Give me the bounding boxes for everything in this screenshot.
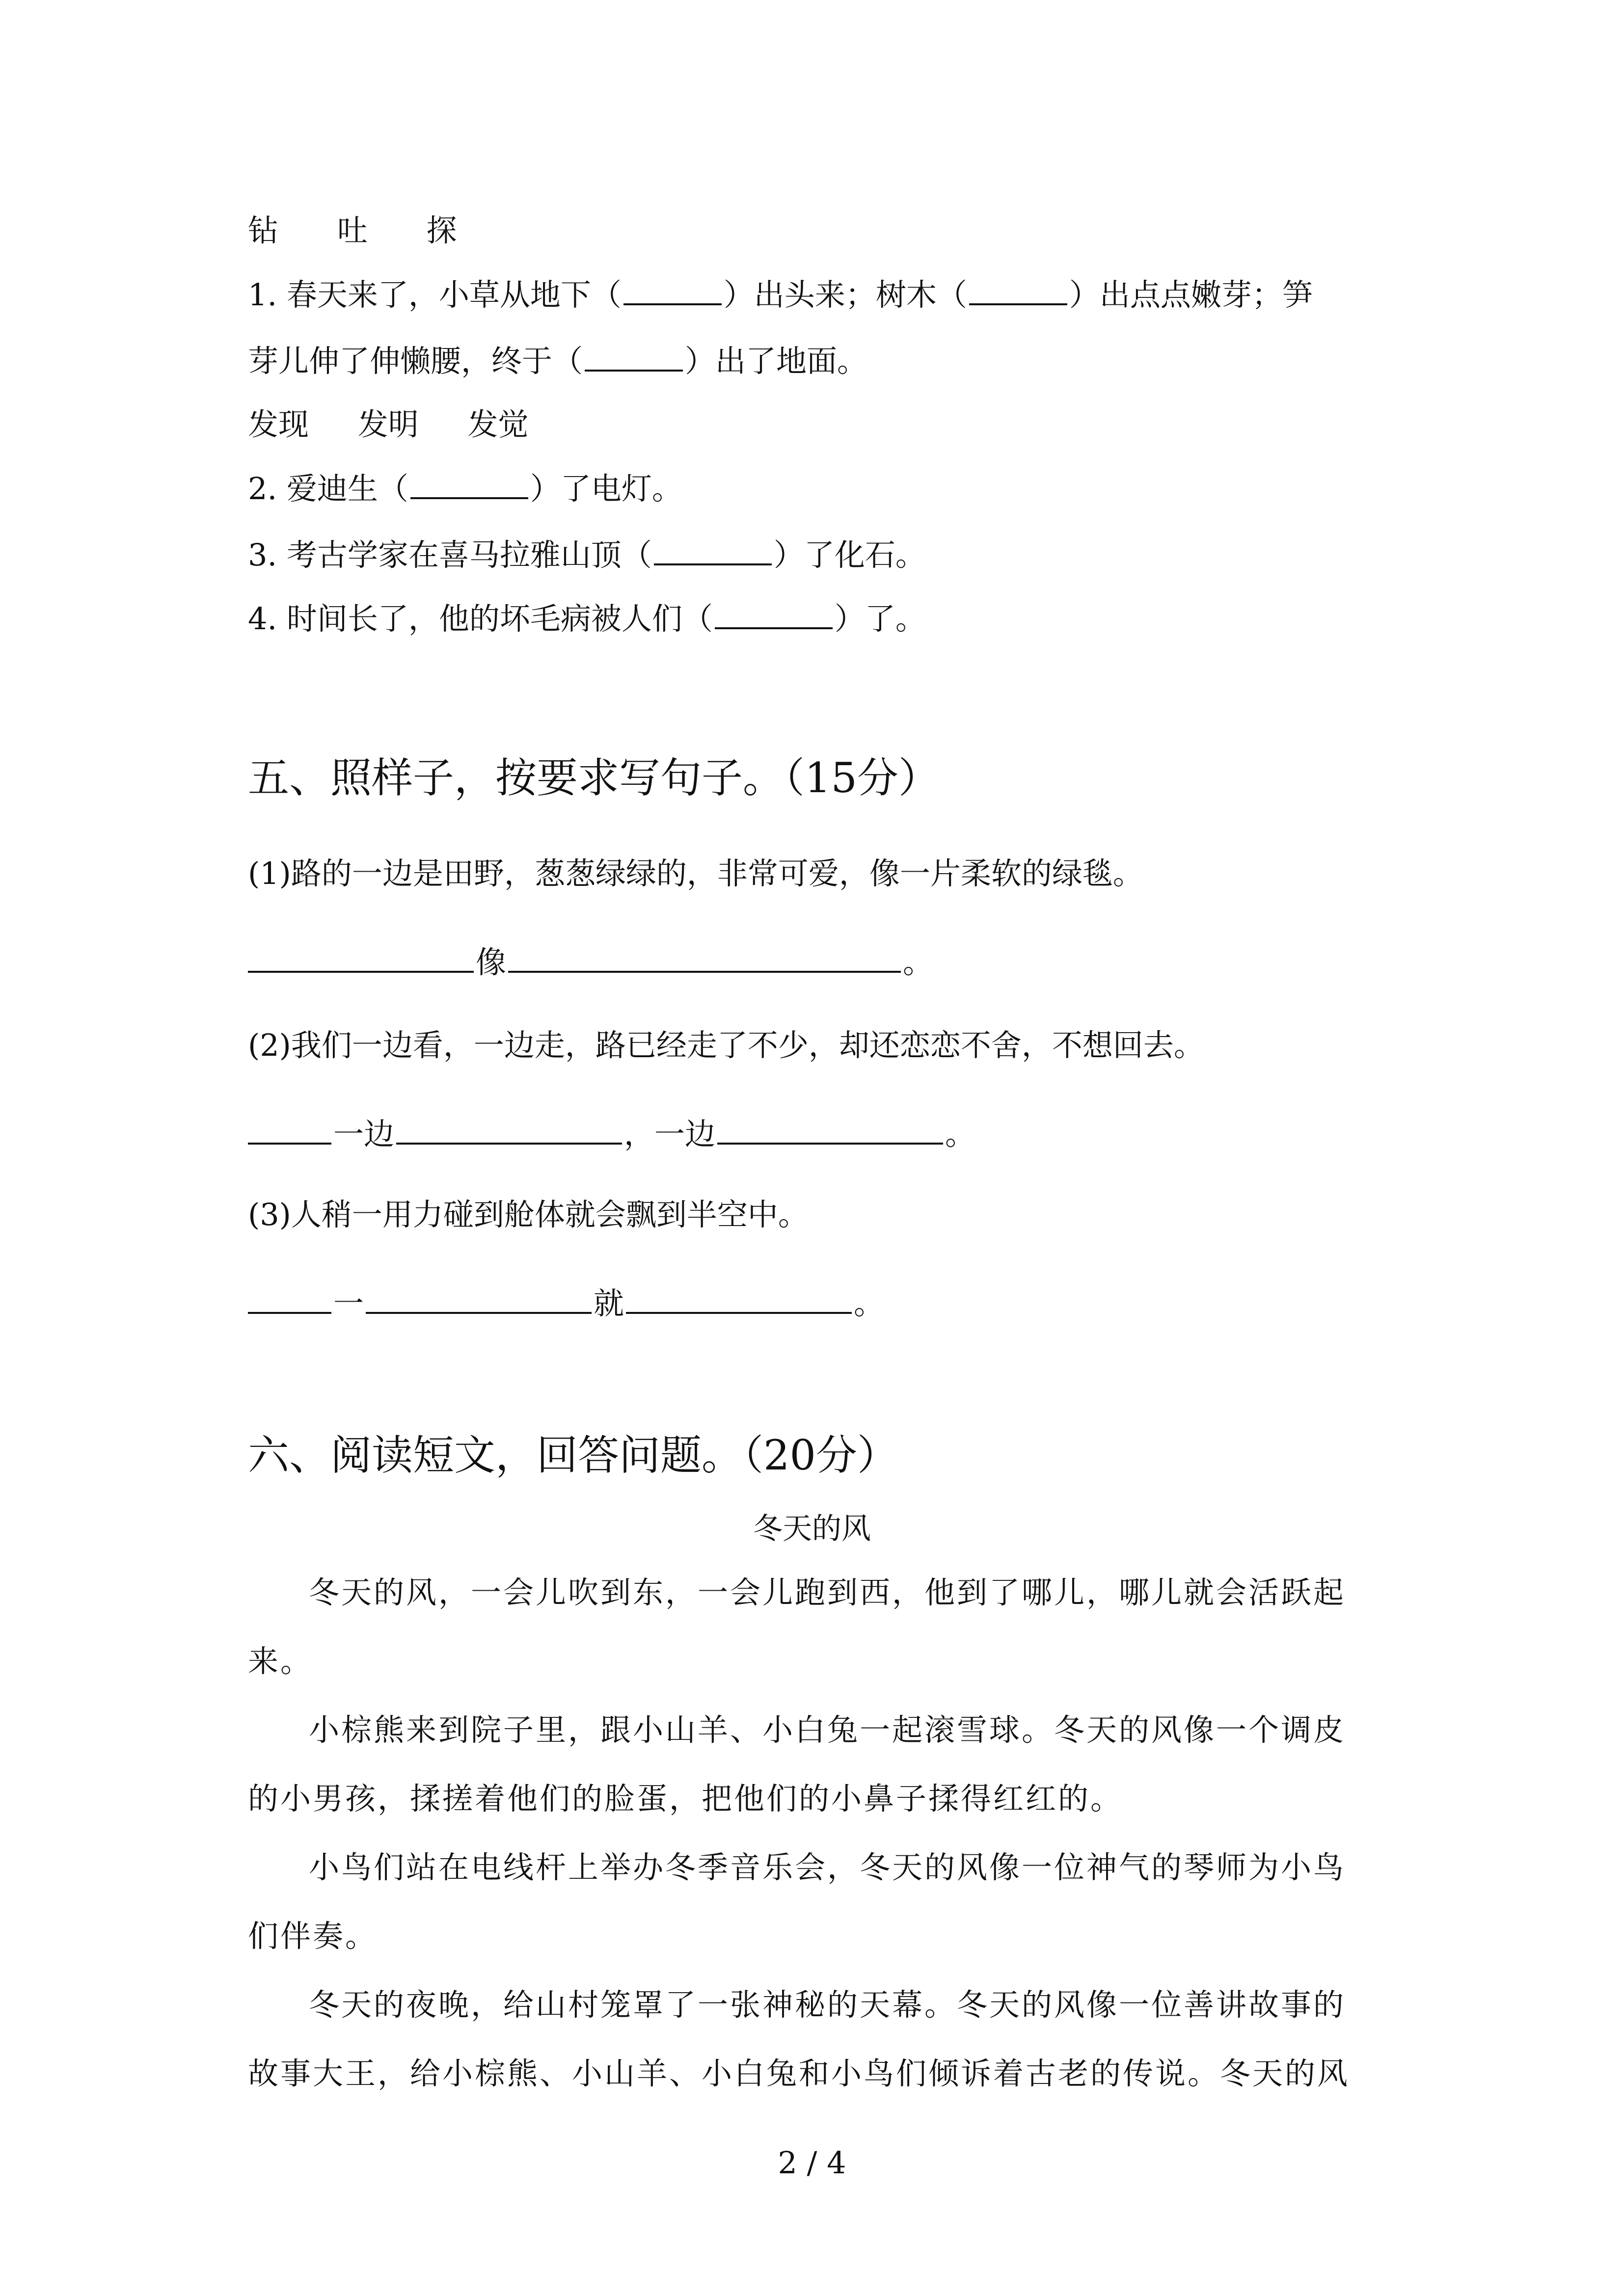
answer-blank[interactable]	[654, 535, 772, 565]
answer-blank[interactable]	[396, 1114, 622, 1145]
section-5-title: 五、照样子，按要求写句子。（15分）	[248, 754, 940, 802]
answer-blank[interactable]	[626, 1283, 852, 1314]
answer-blank[interactable]	[969, 275, 1067, 305]
story-paragraph: 冬天的风，一会儿吹到东，一会儿跑到西，他到了哪儿，哪儿就会活跃起来。	[248, 1575, 1346, 1679]
answer-blank[interactable]	[248, 1114, 331, 1145]
word-option: 探	[426, 213, 457, 248]
answer-line-2: 一边 ，一边 。	[248, 1114, 975, 1154]
page-number: 2 / 4	[778, 2145, 846, 2181]
answer-line-3: 一 就 。	[248, 1283, 884, 1323]
answer-blank[interactable]	[508, 942, 901, 973]
answer-blank[interactable]	[248, 1283, 331, 1314]
word-option: 钻	[248, 213, 279, 248]
answer-line-1: 像 。	[248, 942, 933, 982]
question-1-line-1: 1. 春天来了，小草从地下（ ）出头来；树木（ ）出点点嫩芽；笋	[248, 275, 1313, 315]
example-sentence-2: (2)我们一边看，一边走，路已经走了不少，却还恋恋不舍，不想回去。	[248, 1027, 1204, 1063]
word-option: 发明	[357, 406, 419, 442]
story-title: 冬天的风	[753, 1512, 871, 1546]
answer-blank[interactable]	[717, 1114, 943, 1145]
example-sentence-3: (3)人稍一用力碰到舱体就会飘到半空中。	[248, 1197, 809, 1232]
word-option: 发觉	[467, 406, 529, 442]
question-3: 3. 考古学家在喜马拉雅山顶（ ）了化石。	[248, 535, 926, 575]
example-sentence-1: (1)路的一边是田野，葱葱绿绿的，非常可爱，像一片柔软的绿毯。	[248, 855, 1143, 891]
story-paragraph: 小鸟们站在电线杆上举办冬季音乐会，冬天的风像一位神气的琴师为小鸟们伴奏。	[248, 1849, 1346, 1954]
answer-blank[interactable]	[248, 942, 474, 973]
story-paragraph: 冬天的夜晚，给山村笼罩了一张神秘的天幕。冬天的风像一位善讲故事的故事大王，给小棕熊、小山羊、小白兔和小鸟们倾诉着古老的传说。冬天的风	[248, 1987, 1350, 2091]
answer-blank[interactable]	[366, 1283, 592, 1314]
story-paragraph: 小棕熊来到院子里，跟小山羊、小白兔一起滚雪球。冬天的风像一个调皮的小男孩，揉搓着他们的脸蛋，把他们的小鼻子揉得红红的。	[248, 1712, 1346, 1816]
question-2: 2. 爱迪生（ ）了电灯。	[248, 469, 682, 508]
story-body	[248, 1558, 1372, 2108]
word-bank-1	[248, 211, 506, 250]
answer-blank[interactable]	[410, 469, 528, 499]
answer-blank[interactable]	[623, 275, 722, 305]
word-bank-2	[248, 405, 577, 444]
answer-blank[interactable]	[715, 599, 833, 629]
word-option: 发现	[248, 406, 309, 442]
question-1-line-2: 芽儿伸了伸懒腰，终于（ ）出了地面。	[248, 341, 867, 381]
answer-blank[interactable]	[585, 341, 683, 372]
word-option: 吐	[337, 213, 368, 248]
question-4: 4. 时间长了，他的坏毛病被人们（ ）了。	[248, 599, 926, 639]
section-6-title: 六、阅读短文，回答问题。（20分）	[248, 1431, 898, 1479]
